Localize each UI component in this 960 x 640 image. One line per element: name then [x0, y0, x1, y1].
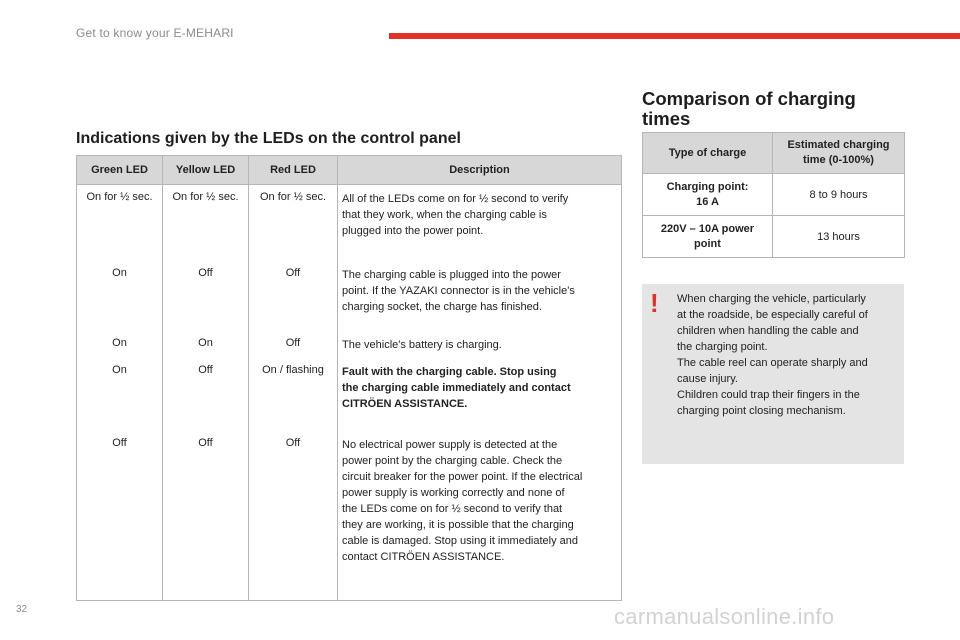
charging-times-title-line: Comparison of charging	[642, 88, 856, 109]
description-line: power point by the charging cable. Check the	[342, 454, 563, 467]
cell-charge-time: 8 to 9 hours	[773, 174, 905, 216]
cell-green: On	[77, 358, 163, 431]
description-line: charging socket, the charge has finished.	[342, 300, 542, 313]
header-type-of-charge: Type of charge	[643, 133, 773, 174]
header-red-led: Red LED	[249, 156, 338, 185]
table-row	[77, 261, 622, 331]
running-header: Get to know your E-MEHARI	[76, 26, 234, 40]
description-line: CITRÖEN ASSISTANCE.	[342, 397, 468, 410]
header-description: Description	[338, 156, 622, 185]
description-line: the LEDs come on for ½ second to verify that	[342, 502, 563, 515]
warning-icon: !	[650, 288, 659, 318]
cell-red: Off	[249, 261, 338, 331]
warning-line: cause injury.	[677, 373, 738, 385]
charging-times-table	[642, 132, 905, 258]
header-accent-bar	[389, 33, 960, 39]
table-row	[77, 331, 622, 358]
charge-type-line: 220V – 10A power	[660, 222, 755, 235]
description-line: the charging cable immediately and contact	[342, 381, 571, 394]
warning-line: When charging the vehicle, particularly	[677, 293, 866, 305]
charge-type-line: Charging point:	[666, 180, 749, 193]
cell-green: Off	[77, 431, 163, 601]
charge-type-line: point	[694, 237, 721, 250]
cell-red: On / flashing	[249, 358, 338, 431]
description-line: they are working, it is possible that the charging	[342, 518, 574, 531]
charging-times-title	[642, 89, 902, 129]
cell-description	[338, 185, 622, 261]
warning-line: children when handling the cable and	[677, 325, 859, 337]
warning-text	[677, 291, 899, 419]
description-line: Fault with the charging cable. Stop using	[342, 365, 557, 378]
cell-description	[338, 261, 622, 331]
charging-times-title-line: times	[642, 108, 691, 129]
header-estimated-time-line: time (0-100%)	[803, 154, 874, 166]
description-line: contact CITRÖEN ASSISTANCE.	[342, 550, 505, 563]
header-estimated-time	[773, 133, 905, 174]
cell-green: On for ½ sec.	[77, 185, 163, 261]
cell-charge-time: 13 hours	[773, 216, 905, 258]
cell-description	[338, 331, 622, 358]
page-number: 32	[16, 604, 28, 615]
cell-green: On	[77, 331, 163, 358]
description-line: that they work, when the charging cable is	[342, 209, 547, 221]
warning-line: at the roadside, be especially careful of	[677, 309, 868, 321]
cell-yellow: On	[163, 331, 249, 358]
cell-charge-type	[643, 174, 773, 216]
description-line: All of the LEDs come on for ½ second to verify	[342, 193, 569, 205]
warning-line: Children could trap their fingers in the	[677, 389, 860, 401]
description-line: No electrical power supply is detected at the	[342, 438, 558, 451]
cell-yellow: Off	[163, 358, 249, 431]
header-estimated-time-line: Estimated charging	[787, 139, 890, 151]
table-row	[77, 185, 622, 261]
cell-red: On for ½ sec.	[249, 185, 338, 261]
table-row	[77, 431, 622, 601]
description-line: The vehicle's battery is charging.	[342, 338, 502, 351]
description-line: cable is damaged. Stop using it immediately and	[342, 534, 579, 547]
header-yellow-led: Yellow LED	[163, 156, 249, 185]
charge-type-line: 16 A	[696, 195, 719, 208]
warning-line: the charging point.	[677, 341, 768, 353]
led-section-title: Indications given by the LEDs on the control panel	[76, 130, 461, 147]
time-table-header-row	[643, 133, 905, 174]
header-green-led: Green LED	[77, 156, 163, 185]
description-line: point. If the YAZAKI connector is in the vehicle's	[342, 284, 575, 297]
cell-yellow: Off	[163, 261, 249, 331]
description-line: The charging cable is plugged into the power	[342, 268, 561, 281]
cell-yellow: Off	[163, 431, 249, 601]
table-row	[643, 216, 905, 258]
description-line: plugged into the power point.	[342, 225, 484, 237]
warning-line: The cable reel can operate sharply and	[677, 357, 868, 369]
table-row	[77, 358, 622, 431]
led-table-header-row	[77, 156, 622, 185]
cell-green: On	[77, 261, 163, 331]
warning-line: charging point closing mechanism.	[677, 405, 846, 417]
table-row	[643, 174, 905, 216]
cell-red: Off	[249, 431, 338, 601]
description-line: power supply is working correctly and none of	[342, 486, 565, 499]
cell-red: Off	[249, 331, 338, 358]
cell-description	[338, 431, 622, 601]
cell-yellow: On for ½ sec.	[163, 185, 249, 261]
warning-box	[642, 284, 904, 464]
description-line: circuit breaker for the power point. If the electrical	[342, 470, 583, 483]
led-indications-table	[76, 155, 622, 601]
cell-description	[338, 358, 622, 431]
cell-charge-type	[643, 216, 773, 258]
watermark: carmanualsonline.info	[614, 604, 835, 629]
